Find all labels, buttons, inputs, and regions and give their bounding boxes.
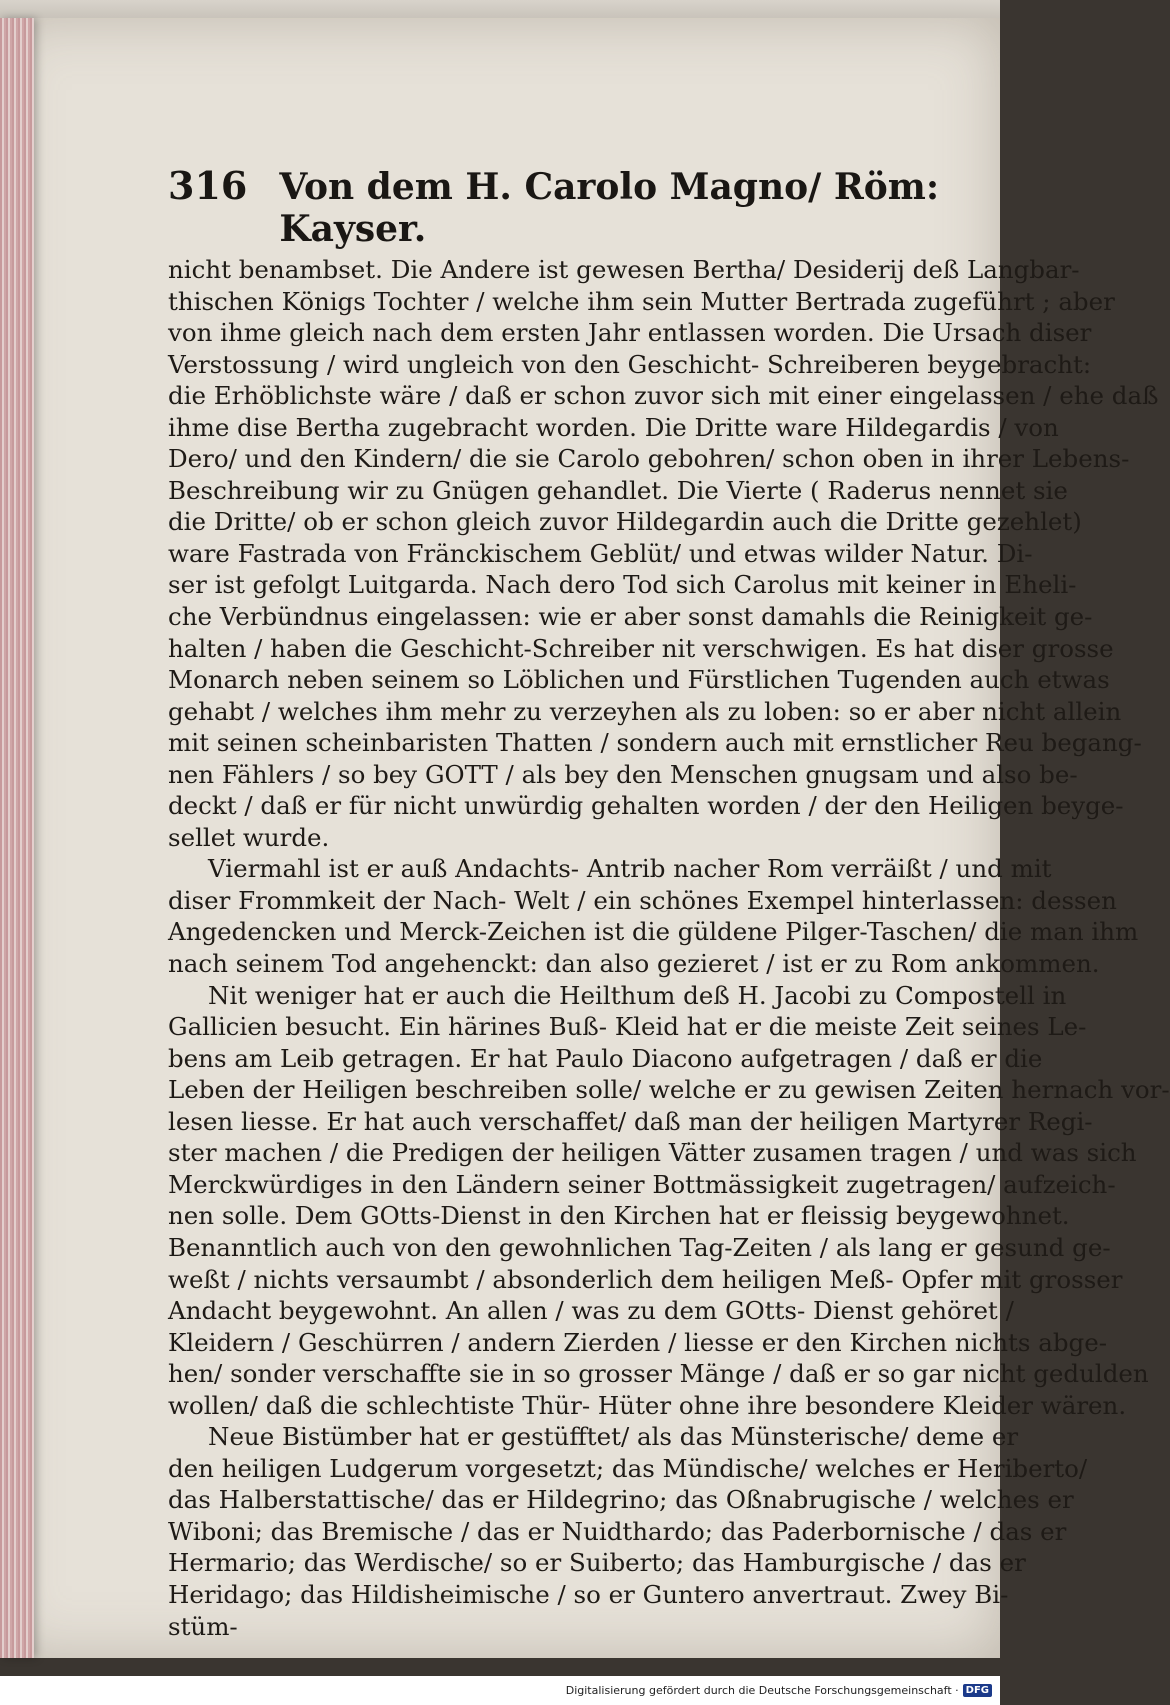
text-line: ware Fastrada von Fränckischem Geblüt/ und etwas wilder Natur. Di- bbox=[168, 538, 1033, 568]
text-line: nach seinem Tod angehenckt: dan also gezieret / ist er zu Rom ankommen. bbox=[168, 949, 1100, 979]
text-line: mit seinen scheinbaristen Thatten / sondern auch mit ernstlicher Reu begang- bbox=[168, 728, 1142, 758]
text-line: das Halberstattische/ das er Hildegrino; das Oßnabrugische / welches er bbox=[168, 1485, 1074, 1515]
text-line: Wiboni; das Bremische / das er Nuidthardo; das Paderbornische / das er bbox=[168, 1516, 1067, 1546]
text-line: Beschreibung wir zu Gnügen gehandlet. Die Vierte ( Raderus nennet sie bbox=[168, 475, 1068, 505]
text-line: von ihme gleich nach dem ersten Jahr entlassen worden. Die Ursach diser bbox=[168, 318, 1092, 348]
digitization-footer bbox=[0, 1676, 1000, 1705]
text-line: Leben der Heiligen beschreiben solle/ welche er zu gewisen Zeiten hernach vor- bbox=[168, 1075, 1170, 1105]
text-line: die Erhöblichste wäre / daß er schon zuvor sich mit einer eingelassen / ehe daß bbox=[168, 381, 1159, 411]
text-line: deckt / daß er für nicht unwürdig gehalten worden / der den Heiligen beyge- bbox=[168, 791, 1124, 821]
text-line: gehabt / welches ihm mehr zu verzeyhen als zu loben: so er aber nicht allein bbox=[168, 696, 1122, 726]
text-line: weßt / nichts versaumbt / absonderlich dem heiligen Meß- Opfer mit grosser bbox=[168, 1264, 1123, 1294]
text-line: Monarch neben seinem so Löblichen und Fürstlichen Tugenden auch etwas bbox=[168, 665, 1110, 695]
footer-credit: Digitalisierung gefördert durch die Deutsche Forschungsgemeinschaft · bbox=[565, 1684, 959, 1697]
text-line: nen solle. Dem GOtts-Dienst in den Kirchen hat er fleissig beygewohnet. bbox=[168, 1201, 1070, 1231]
text-line: Hermario; das Werdische/ so er Suiberto; das Hamburgische / das er bbox=[168, 1548, 1026, 1578]
text-line: Viermahl ist er auß Andachts- Antrib nacher Rom verräißt / und mit bbox=[208, 854, 1052, 884]
text-line: den heiligen Ludgerum vorgesetzt; das Mündische/ welches er Heriberto/ bbox=[168, 1453, 1088, 1483]
text-line: Heridago; das Hildisheimische / so er Guntero anvertraut. Zwey Bi- bbox=[168, 1579, 1009, 1609]
text-line: Dero/ und den Kindern/ die sie Carolo gebohren/ schon oben in ihrer Lebens- bbox=[168, 444, 1130, 474]
text-line: nen Fählers / so bey GOTT / als bey den Menschen gnugsam und also be- bbox=[168, 759, 1078, 789]
text-line: Kleidern / Geschürren / andern Zierden / liesse er den Kirchen nichts abge- bbox=[168, 1327, 1107, 1357]
text-line: ihme dise Bertha zugebracht worden. Die Dritte ware Hildegardis / von bbox=[168, 412, 1059, 442]
text-line: sellet wurde. bbox=[168, 822, 330, 852]
text-line: wollen/ daß die schlechtiste Thür- Hüter ohne ihre besondere Kleider wären. bbox=[168, 1390, 1127, 1420]
body-text bbox=[168, 254, 1170, 1642]
page-header bbox=[168, 163, 946, 250]
text-line: halten / haben die Geschicht-Schreiber nit verschwigen. Es hat diser grosse bbox=[168, 633, 1114, 663]
text-line: Andacht beygewohnt. An allen / was zu dem GOtts- Dienst gehöret / bbox=[168, 1296, 1014, 1326]
text-line: Merckwürdiges in den Ländern seiner Bottmässigkeit zugetragen/ aufzeich- bbox=[168, 1169, 1116, 1199]
text-line: Gallicien besucht. Ein härines Buß- Kleid hat er die meiste Zeit seines Le- bbox=[168, 1012, 1087, 1042]
text-line: lesen liesse. Er hat auch verschaffet/ daß man der heiligen Martyrer Regi- bbox=[168, 1106, 1093, 1136]
text-line: Nit weniger hat er auch die Heilthum deß H. Jacobi zu Compostell in bbox=[208, 980, 1067, 1010]
text-line: che Verbündnus eingelassen: wie er aber sonst damahls die Reinigkeit ge- bbox=[168, 602, 1093, 632]
book-fore-edge bbox=[0, 18, 34, 1658]
text-line: Verstossung / wird ungleich von den Geschicht- Schreiberen beygebracht: bbox=[168, 349, 1092, 379]
text-line: ser ist gefolgt Luitgarda. Nach dero Tod sich Carolus mit keiner in Eheli- bbox=[168, 570, 1077, 600]
running-title: Von dem H. Carolo Magno/ Röm: Kayser. bbox=[279, 166, 940, 250]
text-line: bens am Leib getragen. Er hat Paulo Diacono aufgetragen / daß er die bbox=[168, 1043, 1043, 1073]
text-line: nicht benambset. Die Andere ist gewesen Bertha/ Desiderij deß Langbar- bbox=[168, 255, 1080, 284]
text-line: die Dritte/ ob er schon gleich zuvor Hildegardin auch die Dritte gezehlet) bbox=[168, 507, 1082, 537]
text-line: diser Frommkeit der Nach- Welt / ein schönes Exempel hinterlassen: dessen bbox=[168, 885, 1117, 915]
text-line: Neue Bistümber hat er gestüfftet/ als das Münsterische/ deme er bbox=[208, 1422, 1019, 1452]
text-block bbox=[168, 163, 1170, 1642]
text-line: stüm- bbox=[168, 1611, 238, 1641]
text-line: thischen Königs Tochter / welche ihm sein Mutter Bertrada zugeführt ; aber bbox=[168, 286, 1115, 316]
text-line: Benanntlich auch von den gewohnlichen Tag-Zeiten / als lang er gesund ge- bbox=[168, 1232, 1111, 1262]
text-line: ster machen / die Predigen der heiligen Vätter zusamen tragen / und was sich bbox=[168, 1138, 1137, 1168]
text-line: hen/ sonder verschaffte sie in so grosser Mänge / daß er so gar nicht gedulden bbox=[168, 1359, 1149, 1389]
page-number: 316 bbox=[168, 163, 248, 208]
dfg-logo: DFG bbox=[963, 1684, 992, 1697]
text-line: Angedencken und Merck-Zeichen ist die güldene Pilger-Taschen/ die man ihm bbox=[168, 917, 1139, 947]
